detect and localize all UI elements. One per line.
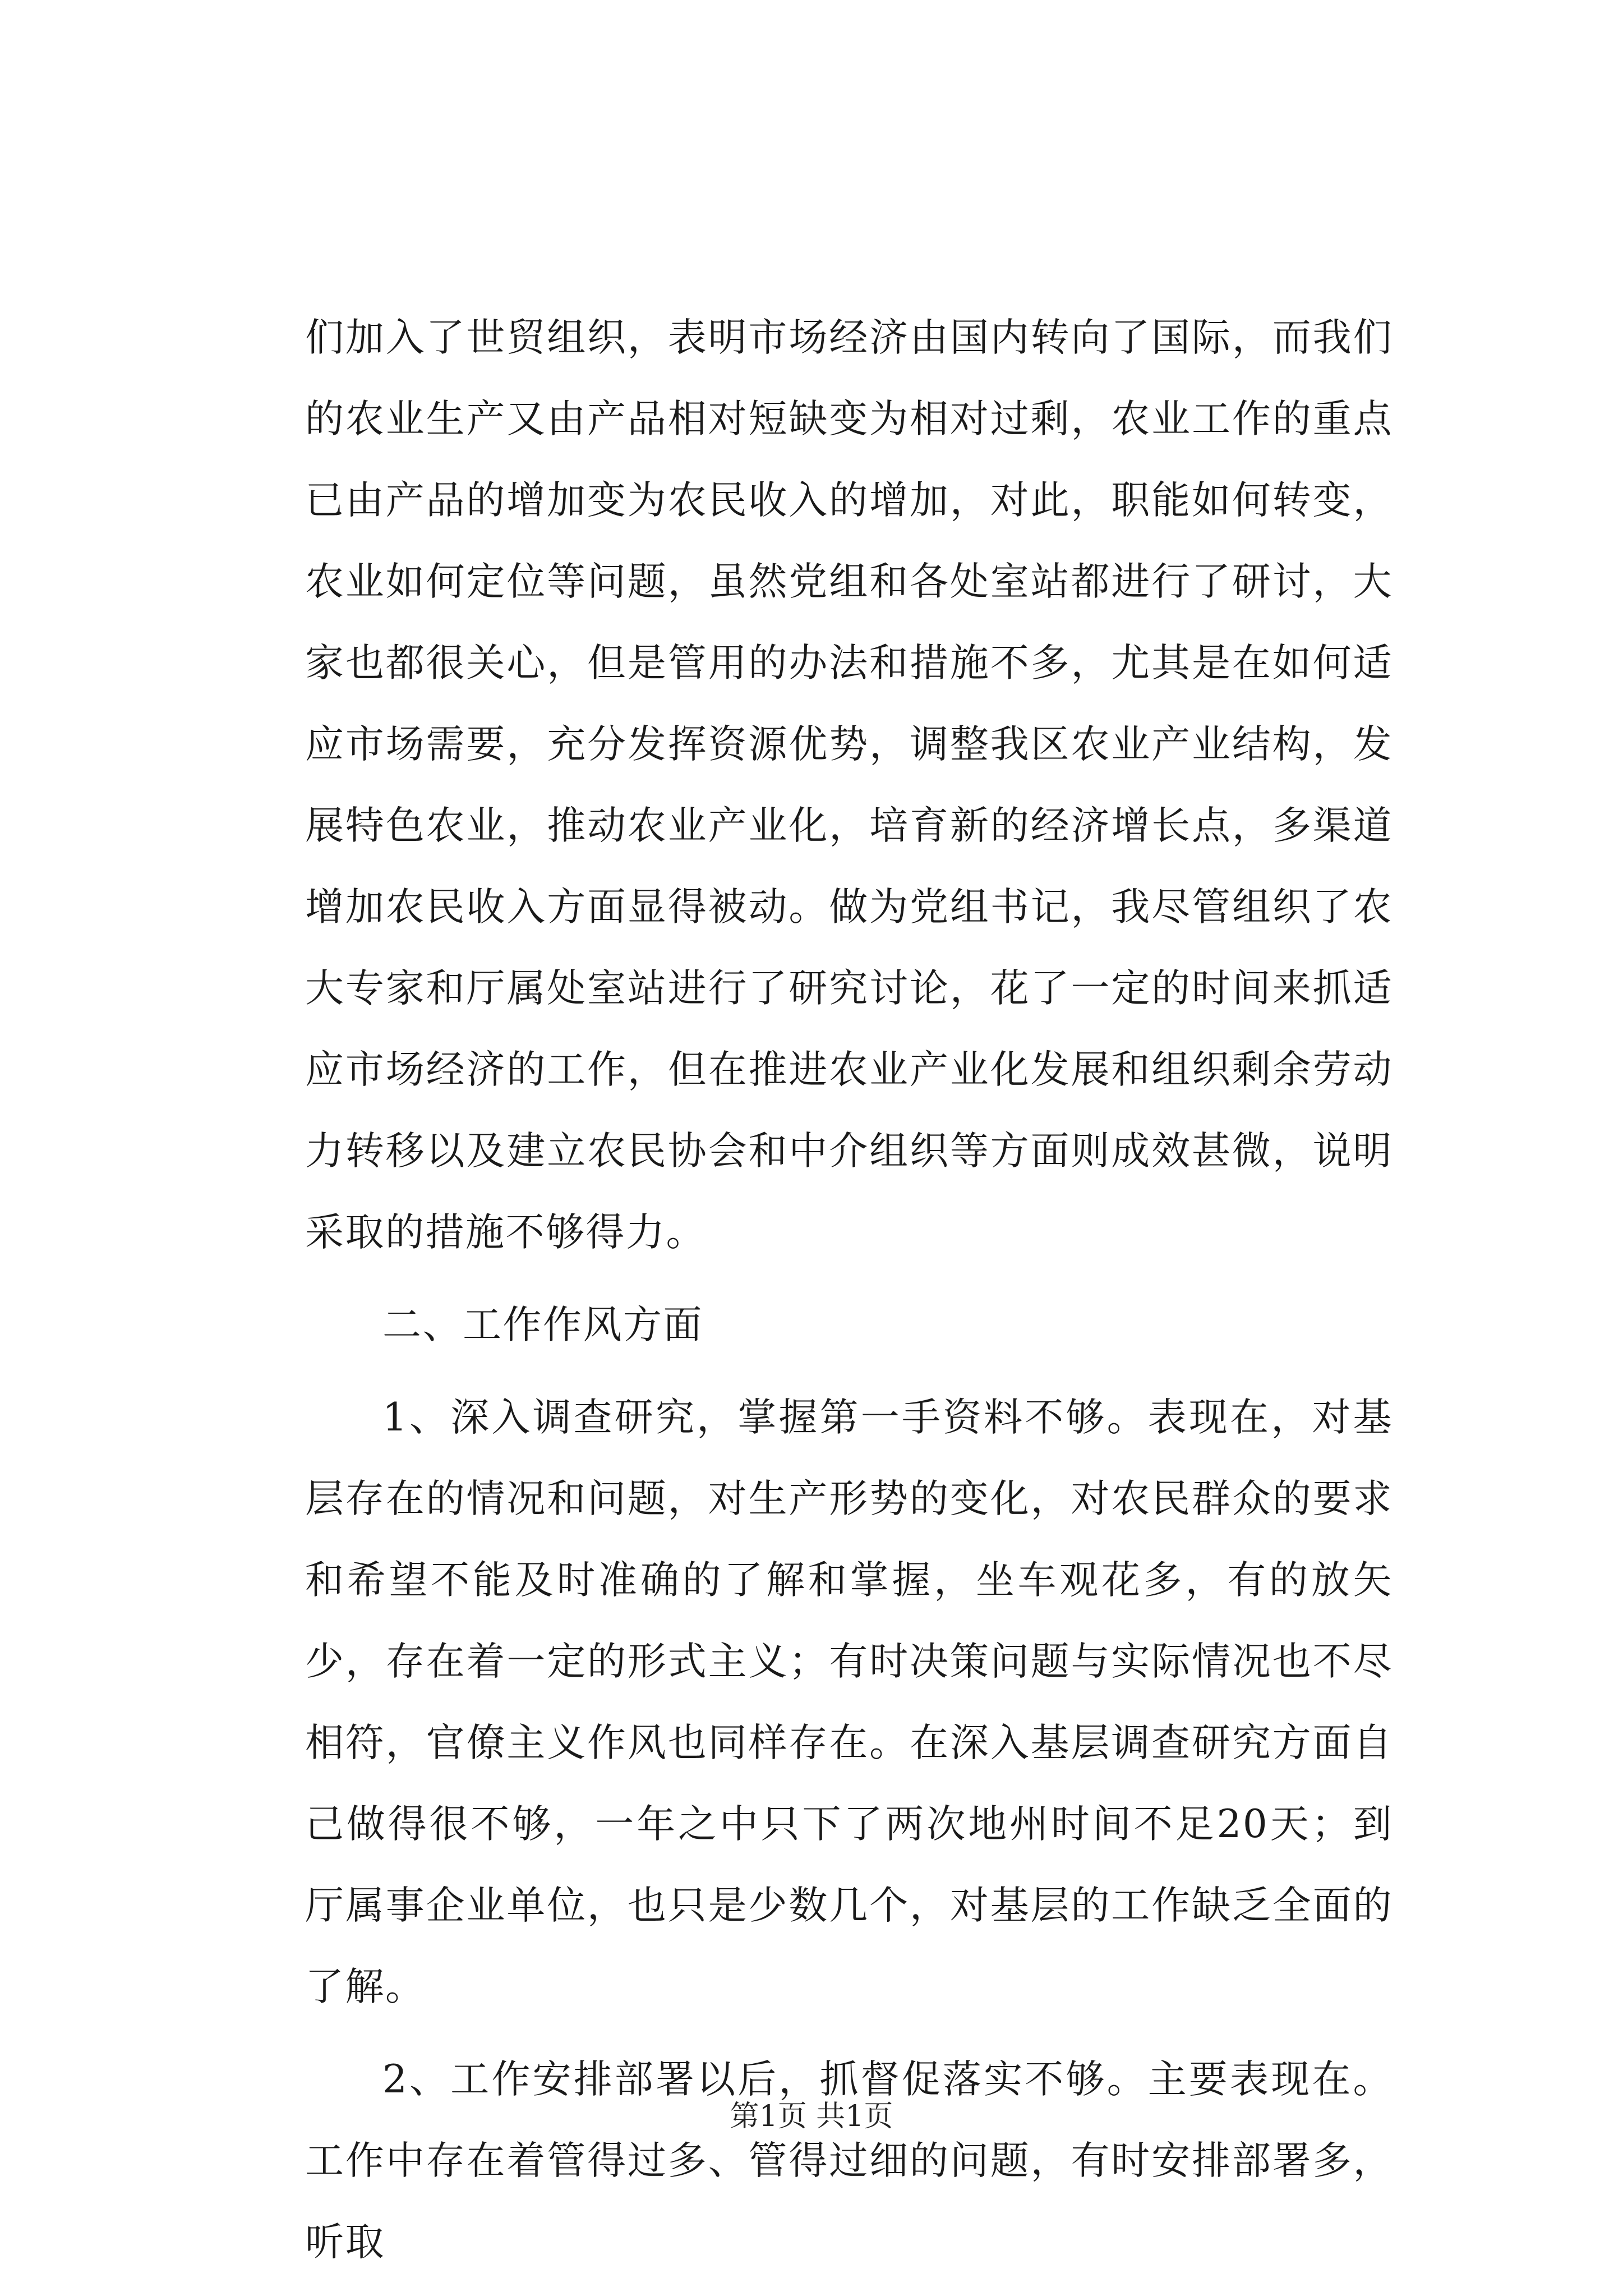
page-number-footer: 第1页 共1页 [730,2100,893,2133]
paragraph-continuation: 们加入了世贸组织，表明市场经济由国内转向了国际，而我们的农业生产又由产品相对短缺变为相对过剩，农业工作的重点已由产品的增加变为农民收入的增加，对此，职能如何转变，农业如何定位等问题，虽然党组和各处室站都进行了研讨，大家也都很关心，但是管用的办法和措施不多，尤其是在如何适应市场需要，充分发挥资源优势，调整我区农业产业结构，发展特色农业，推动农业产业化，培育新的经济增长点，多渠道增加农民收入方面显得被动。做为党组书记，我尽管组织了农大专家和厅属处室站进行了研究讨论，花了一定的时间来抓适应市场经济的工作，但在推进农业产业化发展和组织剩余劳动力转移以及建立农民协会和中介组织等方面则成效甚微，说明采取的措施不够得力。 [305,315,1393,1255]
document-body [305,297,1393,2294]
paragraph-item-1: 1、深入调查研究，掌握第一手资料不够。表现在，对基层存在的情况和问题，对生产形势的变化，对农民群众的要求和希望不能及时准确的了解和掌握，坐车观花多，有的放矢少，存在着一定的形式主义；有时决策问题与实际情况也不尽相符，官僚主义作风也同样存在。在深入基层调查研究方面自己做得很不够，一年之中只下了两次地州时间不足20天；到厅属事企业单位，也只是少数几个，对基层的工作缺乏全面的了解。 [305,1395,1393,2009]
paragraph-item-2: 2、工作安排部署以后，抓督促落实不够。主要表现在。工作中存在着管得过多、管得过细的问题，有时安排部署多，听取 [305,2057,1393,2265]
section-heading-work-style: 二、工作作风方面 [382,1303,703,1347]
